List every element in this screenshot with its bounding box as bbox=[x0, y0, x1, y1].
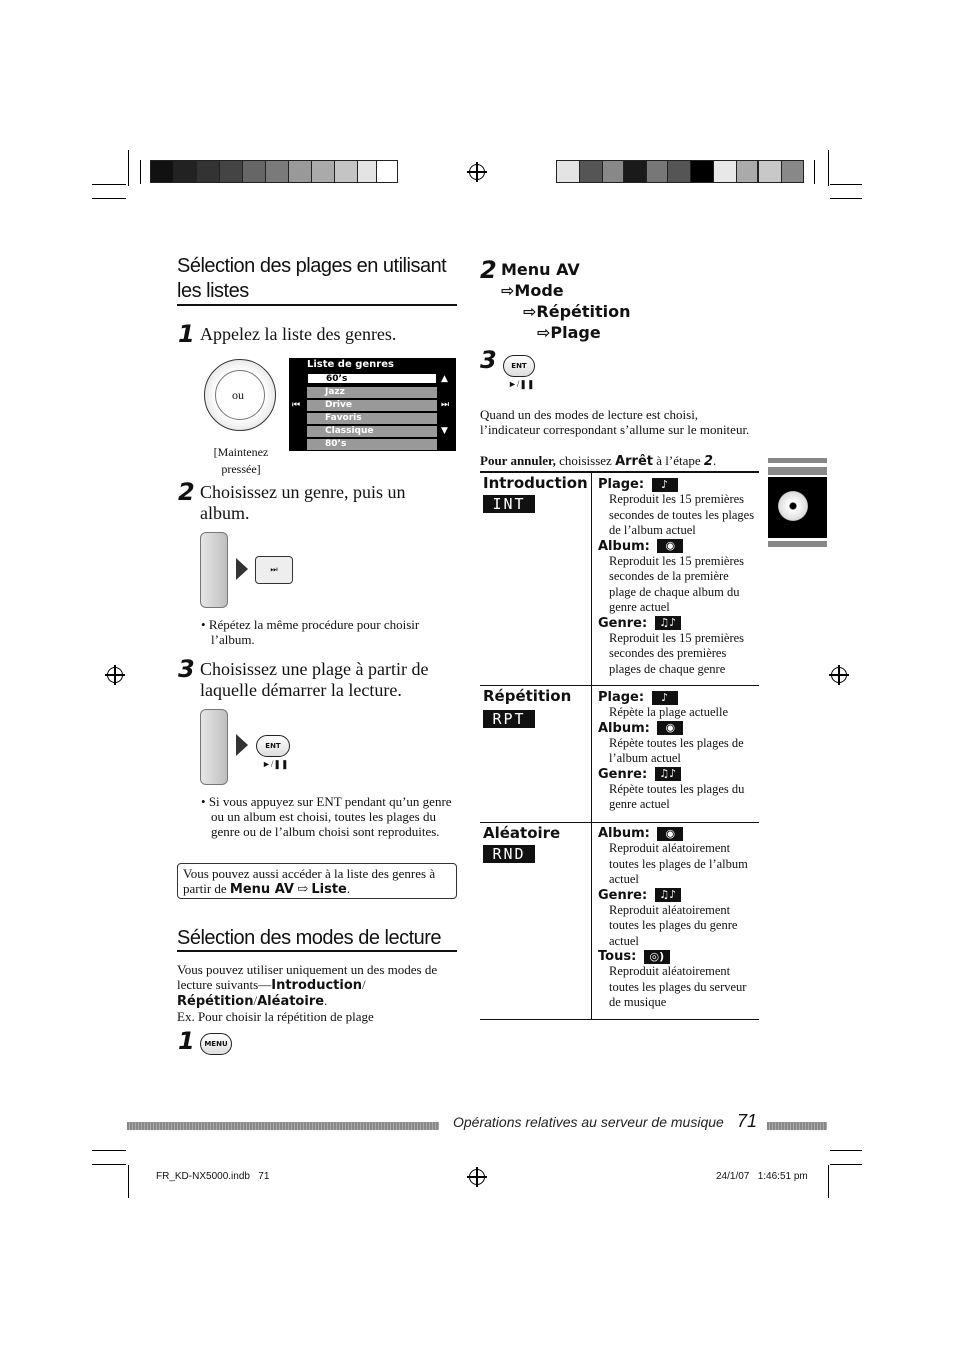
timestamp: 24/1/07 1:46:51 pm bbox=[716, 1171, 808, 1182]
section-title-modes: Sélection des modes de lecture bbox=[177, 927, 442, 949]
up-down-button[interactable] bbox=[200, 532, 228, 608]
section-title-lists: Sélection des plages en utilisant les listes bbox=[177, 255, 447, 302]
all-icon: ◎) bbox=[644, 950, 670, 964]
rnd-indicator-icon: RND bbox=[483, 845, 535, 863]
genre-list-screen bbox=[289, 358, 456, 451]
mode-label: Introduction bbox=[483, 474, 588, 492]
step-number: 3 bbox=[480, 346, 497, 374]
step-number: 1 bbox=[178, 320, 195, 348]
page-number: 71 bbox=[737, 1111, 758, 1131]
menu-path-item: ⇨Répétition bbox=[523, 302, 631, 321]
scroll-up-icon: ▲ bbox=[441, 374, 448, 384]
list-item[interactable]: 60’s bbox=[307, 373, 437, 384]
side-tab bbox=[768, 458, 827, 548]
genre-icon: ♫♪ bbox=[655, 767, 681, 781]
step-number: 2 bbox=[178, 478, 195, 506]
footer-bar-right bbox=[767, 1122, 827, 1130]
step-number: 2 bbox=[480, 256, 497, 284]
list-item[interactable]: Favoris bbox=[307, 413, 437, 424]
footer-bar-left bbox=[127, 1122, 439, 1130]
album-icon: ◉ bbox=[657, 827, 683, 841]
menu-button[interactable]: MENU bbox=[200, 1033, 232, 1055]
step-text: Appelez la liste des genres. bbox=[200, 324, 397, 344]
next-icon: ⏭ bbox=[441, 400, 450, 410]
up-down-button[interactable] bbox=[200, 709, 228, 785]
table-rule bbox=[480, 471, 759, 473]
list-item[interactable]: Classique bbox=[307, 426, 437, 437]
menu-path-item: Menu AV bbox=[501, 260, 580, 279]
next-button[interactable]: ⏭ bbox=[255, 556, 293, 584]
disc-icon bbox=[778, 491, 808, 521]
registration-mark-right bbox=[831, 667, 847, 683]
mode-entries: Album: ◉ Reproduit aléatoirement toutes les plages de l’album actuel Genre: ♫♪ Reproduit aléatoirement toutes les plages du genre actuel Tous: ◎) Reproduit aléatoirement toutes les plages du serveur de musique bbox=[598, 826, 748, 1009]
album-icon: ◉ bbox=[657, 539, 683, 553]
ent-button[interactable]: ENT bbox=[256, 735, 290, 757]
scroll-down-icon: ▼ bbox=[441, 426, 448, 436]
table-divider bbox=[591, 472, 592, 1020]
cancel-note: Pour annuler, choisissez Arrêt à l’étape 2. bbox=[480, 453, 717, 469]
table-row-line bbox=[480, 685, 759, 686]
play-pause-label: ►/❚❚ bbox=[262, 759, 289, 769]
step-text: Choisissez un genre, puis un album. bbox=[200, 482, 406, 523]
mode-paragraph: Quand un des modes de lecture est choisi, l’indicateur correspondant s’allume sur le moniteur. bbox=[480, 407, 750, 437]
ent-button[interactable]: ENT bbox=[503, 355, 535, 377]
list-item[interactable]: 80’s bbox=[307, 439, 437, 450]
album-icon: ◉ bbox=[657, 721, 683, 735]
list-item[interactable]: Drive bbox=[307, 400, 437, 411]
table-row-line bbox=[480, 1019, 759, 1020]
registration-mark-bottom bbox=[469, 1169, 485, 1185]
menu-path-item: ⇨Plage bbox=[537, 323, 601, 342]
play-pause-label: ►/❚❚ bbox=[508, 379, 535, 389]
arrow-right-icon bbox=[236, 558, 248, 580]
step-text: Choisissez une plage à partir de laquelle démarrer la lecture. bbox=[200, 659, 429, 700]
footer-caption: Opérations relatives au serveur de musique bbox=[453, 1114, 724, 1130]
int-indicator-icon: INT bbox=[483, 495, 535, 513]
section-rule bbox=[177, 304, 457, 306]
arrow-right-icon bbox=[236, 734, 248, 756]
step-number: 1 bbox=[178, 1027, 195, 1055]
track-icon: ♪ bbox=[652, 478, 678, 492]
bullet-text: • Répétez la même procédure pour choisir l’album. bbox=[201, 617, 420, 647]
list-item[interactable]: Jazz bbox=[307, 387, 437, 398]
menu-path-item: ⇨Mode bbox=[501, 281, 564, 300]
modes-intro: Vous pouvez utiliser uniquement un des modes de lecture suivants—Introduction/ Répétition/Aléatoire. Ex. Pour choisir la répétition de plage bbox=[177, 962, 438, 1024]
knob-or-label: ou bbox=[232, 388, 244, 402]
note-box: Vous pouvez aussi accéder à la liste des genres à partir de Menu AV ⇨ Liste. bbox=[177, 863, 457, 899]
screen-header: Liste de genres bbox=[307, 359, 394, 370]
mode-label: Aléatoire bbox=[483, 824, 561, 842]
genre-icon: ♫♪ bbox=[655, 888, 681, 902]
table-row-line bbox=[480, 822, 759, 823]
mode-entries: Plage: ♪ Répète la plage actuelle Album: ◉ Répète toutes les plages de l’album actuel Genre: ♫♪ Répète toutes les plages du genre actuel bbox=[598, 690, 745, 811]
section-rule bbox=[177, 950, 457, 952]
file-name: FR_KD-NX5000.indb 71 bbox=[156, 1171, 270, 1182]
hold-label: [Maintenez pressée] bbox=[213, 445, 269, 476]
rpt-indicator-icon: RPT bbox=[483, 710, 535, 728]
step-number: 3 bbox=[178, 655, 195, 683]
registration-mark-left bbox=[107, 667, 123, 683]
prev-icon: ⏮ bbox=[292, 400, 301, 410]
track-icon: ♪ bbox=[652, 691, 678, 705]
mode-label: Répétition bbox=[483, 687, 572, 705]
mode-entries: Plage: ♪ Reproduit les 15 premières secondes de toutes les plages de l’album actuel Album: ◉ Reproduit les 15 premières secondes de la première plage de chaque album du genre actuel Genre: ♫♪ Reproduit les 15 premières secondes des premières plages de chaque genre bbox=[598, 477, 755, 676]
bullet-text: • Si vous appuyez sur ENT pendant qu’un genre ou un album est choisi, toutes les plages du genre ou de l’album choisi sont reproduites. bbox=[201, 794, 452, 839]
registration-mark-top bbox=[469, 164, 485, 180]
genre-icon: ♫♪ bbox=[655, 616, 681, 630]
menu-path bbox=[501, 259, 631, 343]
